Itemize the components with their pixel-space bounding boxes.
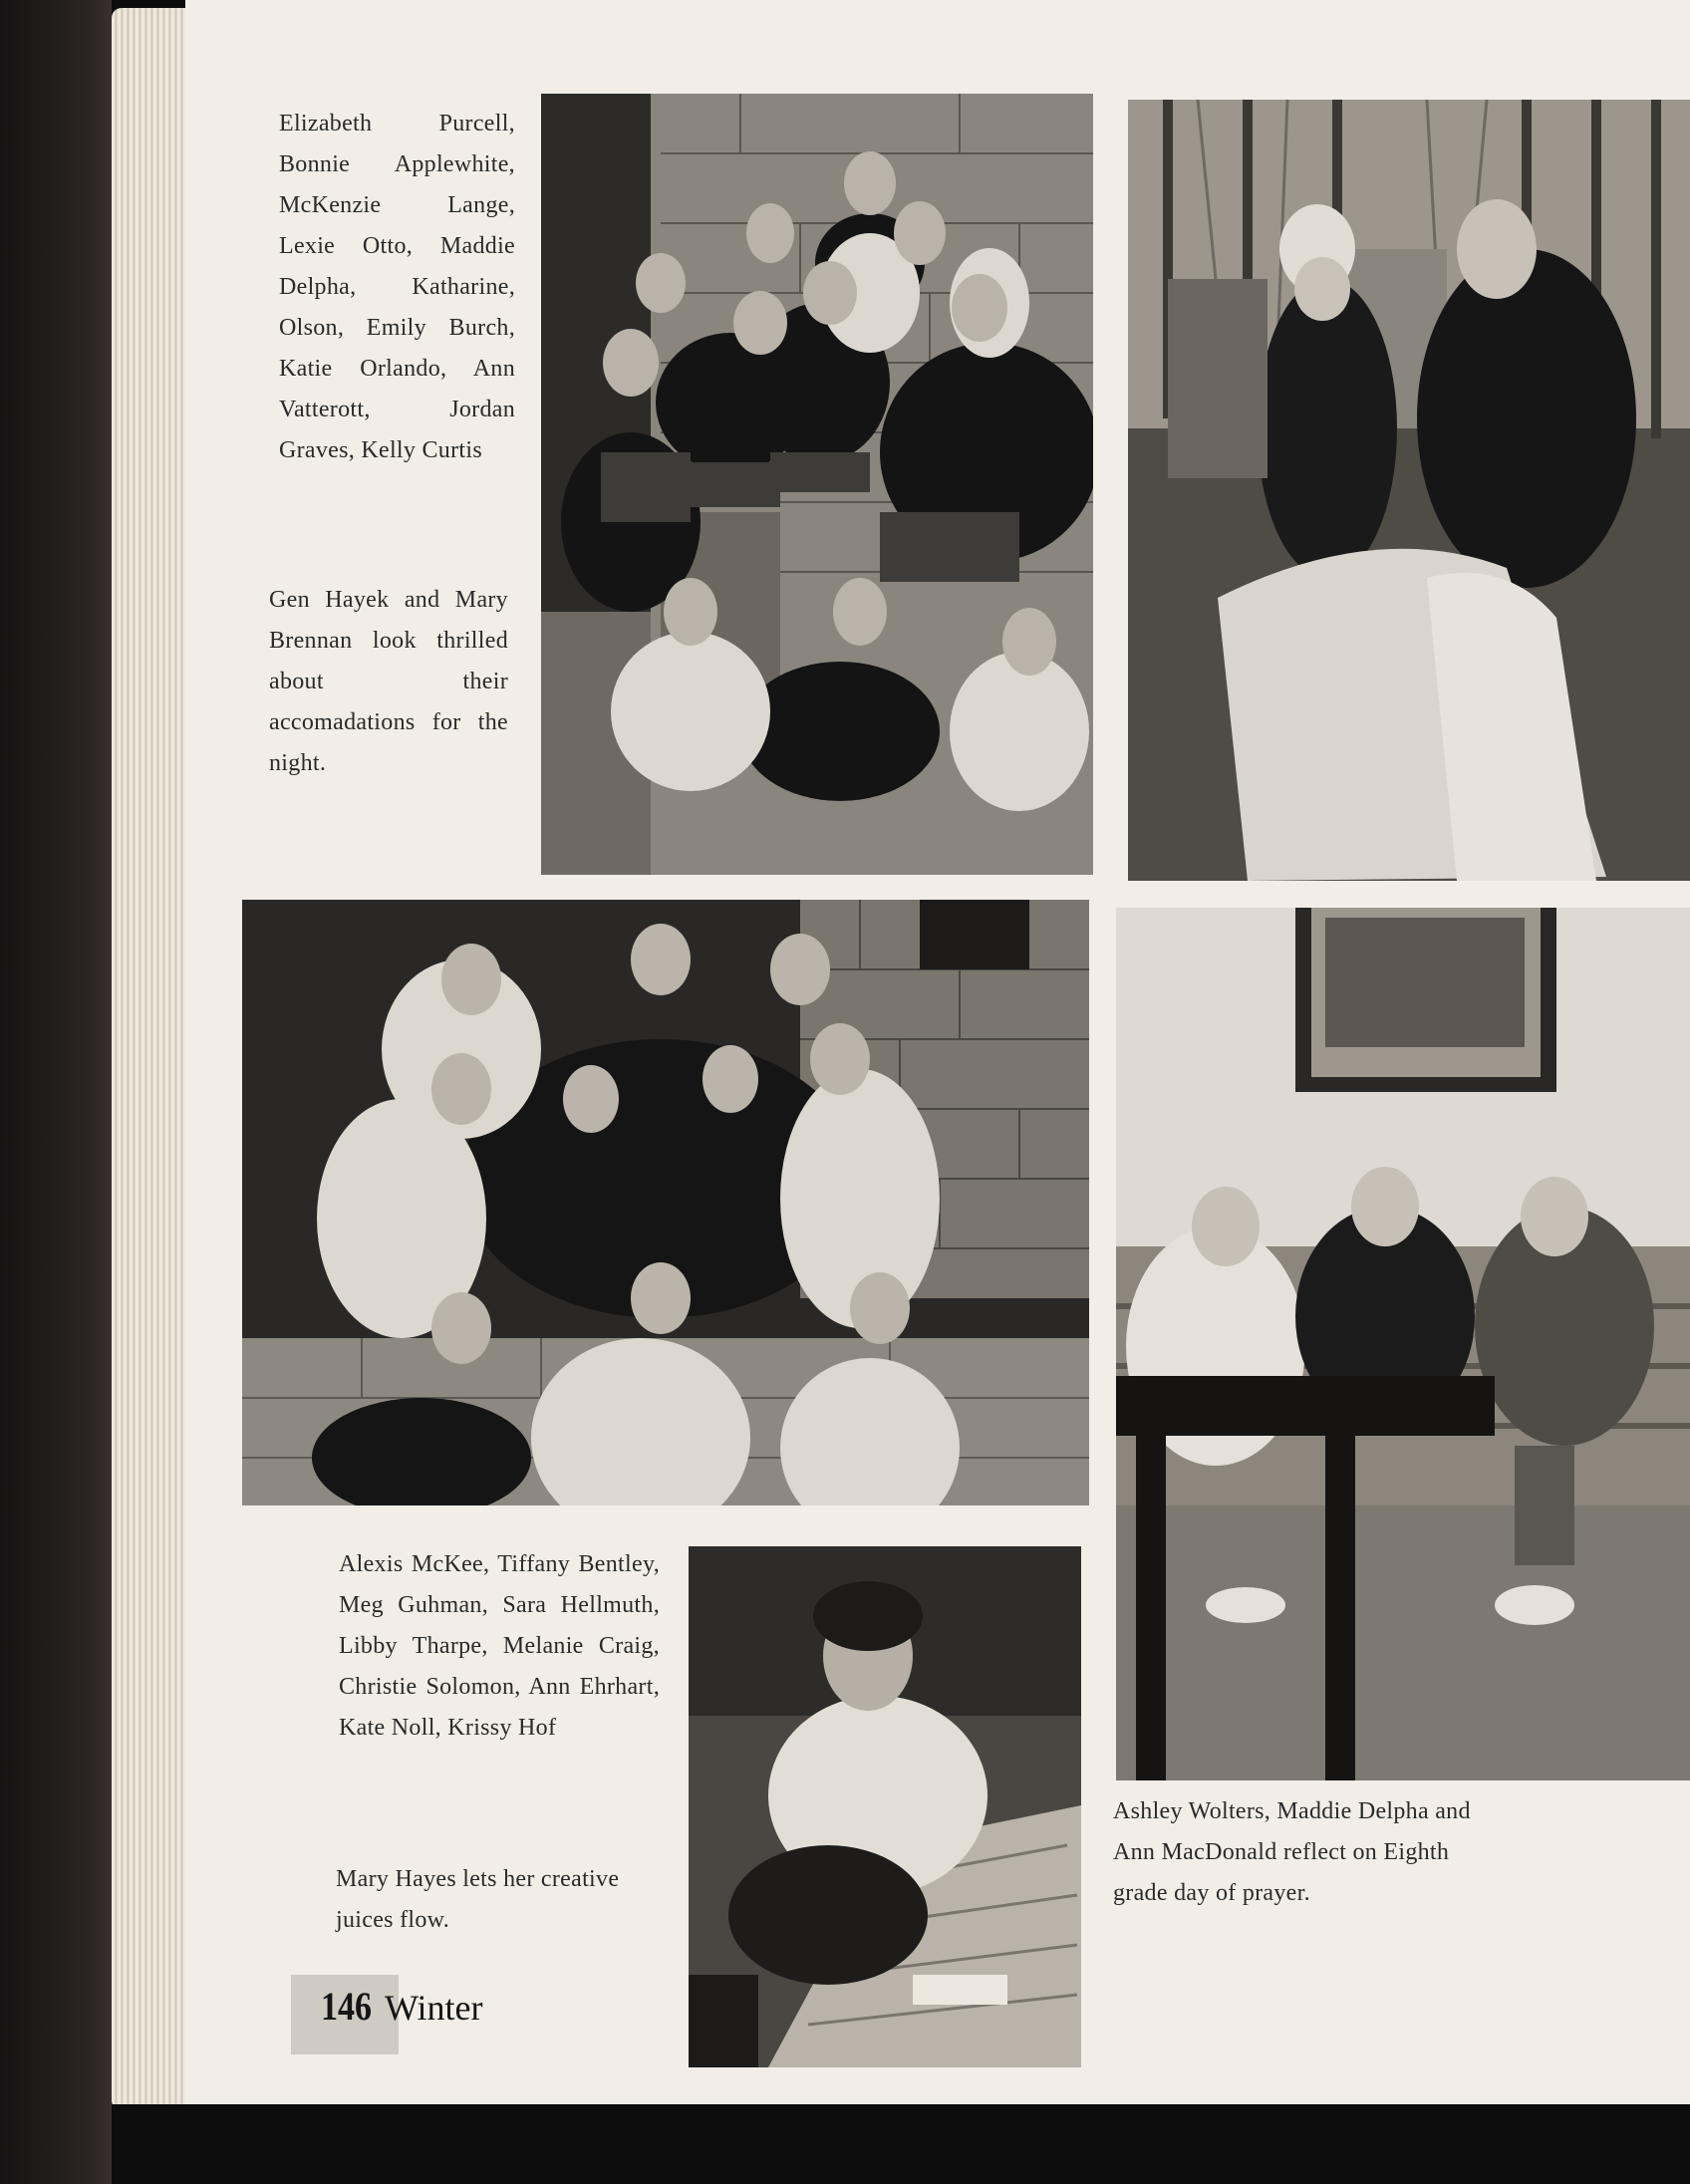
page-number: 146 — [321, 1984, 372, 2029]
photo-couch — [1116, 908, 1690, 1780]
page-folio — [321, 1983, 483, 2043]
page-edges — [112, 8, 191, 2110]
photo-group-steps — [541, 94, 1093, 875]
photo-creative — [689, 1546, 1081, 2067]
section-title: Winter — [385, 1988, 483, 2028]
page-bottom-shadow — [112, 2104, 1690, 2184]
caption-creative: Mary Hayes lets her creative juices flow. — [336, 1866, 620, 1933]
caption-group-bottom: Alexis McKee, Tiffany Bentley, Meg Guhman, Sara Hellmuth, Libby Tharpe, Melanie Craig, Christie Solomon, Ann Ehrhart, Kate Noll, Krissy Hof — [339, 1551, 660, 1741]
photo-group-wall — [242, 900, 1089, 1505]
photo-camping — [1128, 100, 1690, 881]
caption-camping: Gen Hayek and Mary Brennan look thrilled about their accomadations for the night. — [269, 587, 508, 776]
book-spine — [0, 0, 112, 2184]
caption-prayer: Ashley Wolters, Maddie Delpha and Ann MacDonald reflect on Eighth grade day of prayer. — [1113, 1798, 1471, 1906]
caption-group-top: Elizabeth Purcell, Bonnie Applewhite, McKenzie Lange, Lexie Otto, Maddie Delpha, Katharine, Olson, Emily Burch, Katie Orlando, Ann Vatterott, Jordan Graves, Kelly Curtis — [279, 111, 515, 463]
